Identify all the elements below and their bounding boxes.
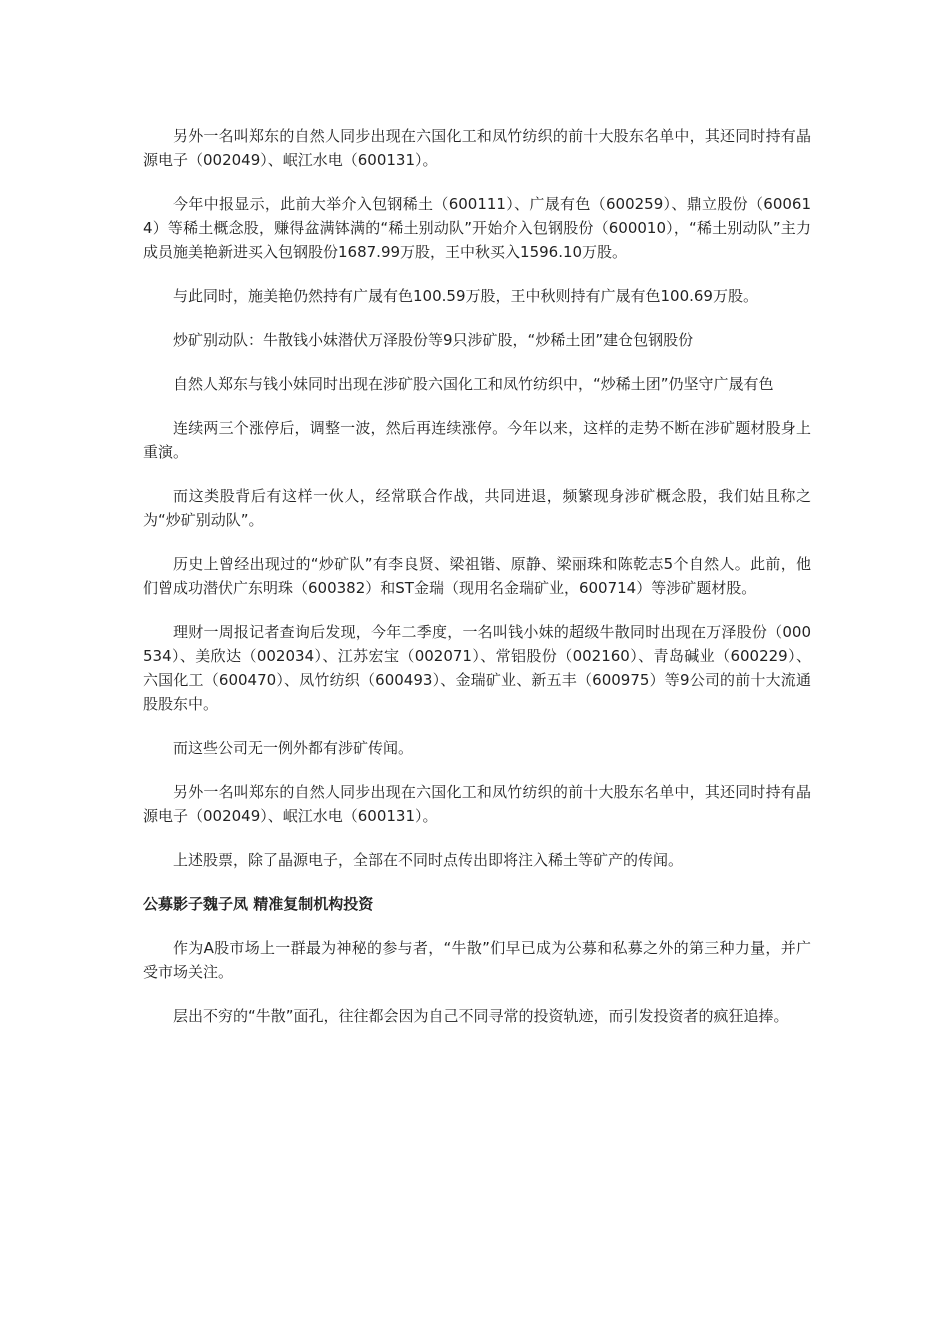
- paragraph: 理财一周报记者查询后发现，今年二季度，一名叫钱小妹的超级牛散同时出现在万泽股份（000534）、美欣达（002034）、江苏宏宝（002071）、常铝股份（002160）、青岛碱业（600229）、六国化工（600470）、凤竹纺织（600493）、金瑞矿业、新五丰（600975）等9公司的前十大流通股股东中。: [143, 623, 811, 713]
- paragraph: 历史上曾经出现过的“炒矿队”有李良贤、梁祖锴、原静、梁丽珠和陈乾志5个自然人。此前，他们曾成功潜伏广东明珠（600382）和ST金瑞（现用名金瑞矿业，600714）等涉矿题材股。: [143, 555, 811, 597]
- paragraph: 上述股票，除了晶源电子，全部在不同时点传出即将注入稀土等矿产的传闻。: [173, 851, 684, 869]
- paragraph: 层出不穷的“牛散”面孔，往往都会因为自己不同寻常的投资轨迹，而引发投资者的疯狂追捧。: [173, 1007, 789, 1025]
- paragraph: 另外一名叫郑东的自然人同步出现在六国化工和凤竹纺织的前十大股东名单中，其还同时持有晶源电子（002049）、岷江水电（600131）。: [143, 127, 811, 169]
- paragraph: 炒矿别动队：牛散钱小妹潜伏万泽股份等9只涉矿股，“炒稀土团”建仓包钢股份: [173, 331, 694, 349]
- paragraph: 另外一名叫郑东的自然人同步出现在六国化工和凤竹纺织的前十大股东名单中，其还同时持有晶源电子（002049）、岷江水电（600131）。: [143, 783, 811, 825]
- paragraph: 与此同时，施美艳仍然持有广晟有色100.59万股，王中秋则持有广晟有色100.69万股。: [173, 287, 758, 305]
- section-heading: 公募影子魏子凤 精准复制机构投资: [143, 895, 374, 913]
- paragraph: 而这类股背后有这样一伙人，经常联合作战，共同进退，频繁现身涉矿概念股，我们姑且称之为“炒矿别动队”。: [143, 487, 811, 529]
- paragraph: 作为A股市场上一群最为神秘的参与者，“牛散”们早已成为公募和私募之外的第三种力量，并广受市场关注。: [143, 939, 811, 981]
- paragraph: 连续两三个涨停后，调整一波，然后再连续涨停。今年以来，这样的走势不断在涉矿题材股身上重演。: [143, 419, 811, 461]
- document-page: [143, 124, 811, 1048]
- paragraph: 今年中报显示，此前大举介入包钢稀土（600111）、广晟有色（600259）、鼎立股份（600614）等稀土概念股，赚得盆满钵满的“稀土别动队”开始介入包钢股份（600010），“稀土别动队”主力成员施美艳新进买入包钢股份1687.99万股，王中秋买入1596.10万股。: [143, 195, 811, 261]
- paragraph: 而这些公司无一例外都有涉矿传闻。: [173, 739, 414, 757]
- paragraph: 自然人郑东与钱小妹同时出现在涉矿股六国化工和凤竹纺织中，“炒稀土团”仍坚守广晟有色: [173, 375, 774, 393]
